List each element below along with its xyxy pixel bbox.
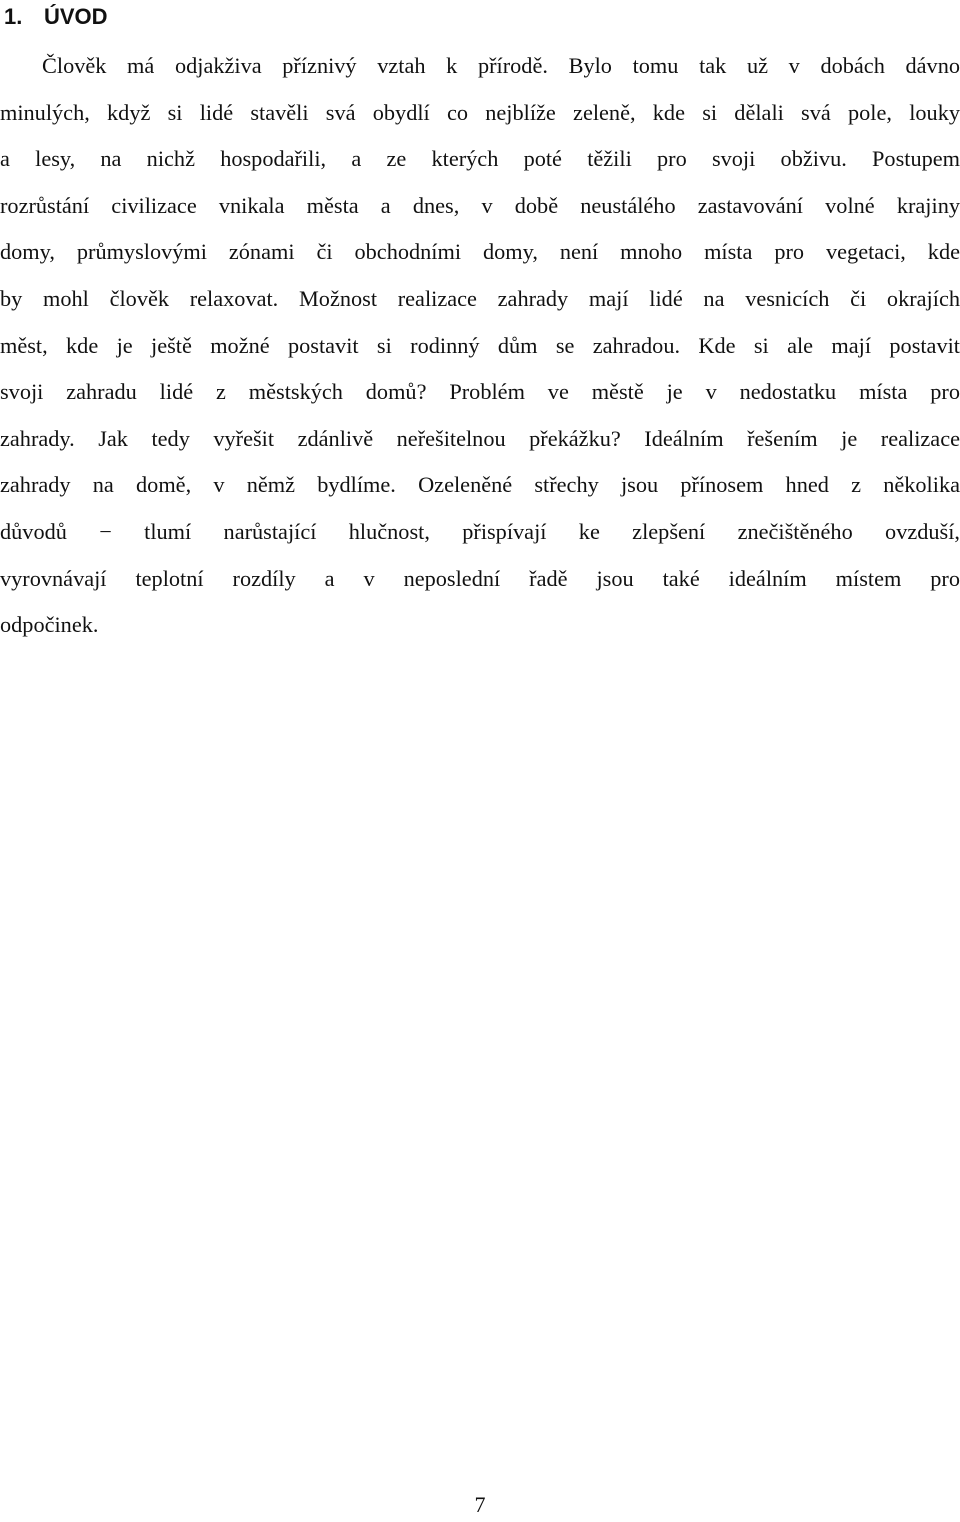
section-title: ÚVOD [44, 4, 108, 29]
paragraph-line: důvodů − tlumí narůstající hlučnost, přispívají ke zlepšení znečištěného ovzduší, [0, 518, 960, 544]
paragraph-line: zahrady na domě, v němž bydlíme. Ozeleněné střechy jsou přínosem hned z několika [0, 472, 960, 498]
section-number: 1. [4, 4, 23, 29]
paragraph-line: měst, kde je ještě možné postavit si rodinný dům se zahradou. Kde si ale mají postavit [0, 332, 960, 358]
intro-paragraph [0, 43, 960, 649]
paragraph-line: rozrůstání civilizace vnikala města a dnes, v době neustálého zastavování volné krajiny [0, 192, 960, 218]
paragraph-line: zahrady. Jak tedy vyřešit zdánlivě neřešitelnou překážku? Ideálním řešením je realizace [0, 425, 960, 451]
paragraph-line: domy, průmyslovými zónami či obchodními domy, není mnoho místa pro vegetaci, kde [0, 239, 960, 265]
paragraph-line: minulých, když si lidé stavěli svá obydlí co nejblíže zeleně, kde si dělali svá pole, louky [0, 99, 960, 125]
paragraph-line: a lesy, na nichž hospodařili, a ze kterých poté těžili pro svoji obživu. Postupem [0, 146, 960, 172]
paragraph-line: Člověk má odjakživa příznivý vztah k přírodě. Bylo tomu tak už v dobách dávno [42, 53, 960, 78]
paragraph-line: by mohl člověk relaxovat. Možnost realizace zahrady mají lidé na vesnicích či okrajích [0, 285, 960, 311]
paragraph-line: vyrovnávají teplotní rozdíly a v neposlední řadě jsou také ideálním místem pro [0, 565, 960, 591]
paragraph-line: odpočinek. [0, 612, 99, 638]
paragraph-line: svoji zahradu lidé z městských domů? Problém ve městě je v nedostatku místa pro [0, 379, 960, 405]
page-number: 7 [474, 1492, 486, 1517]
section-heading [4, 2, 108, 32]
